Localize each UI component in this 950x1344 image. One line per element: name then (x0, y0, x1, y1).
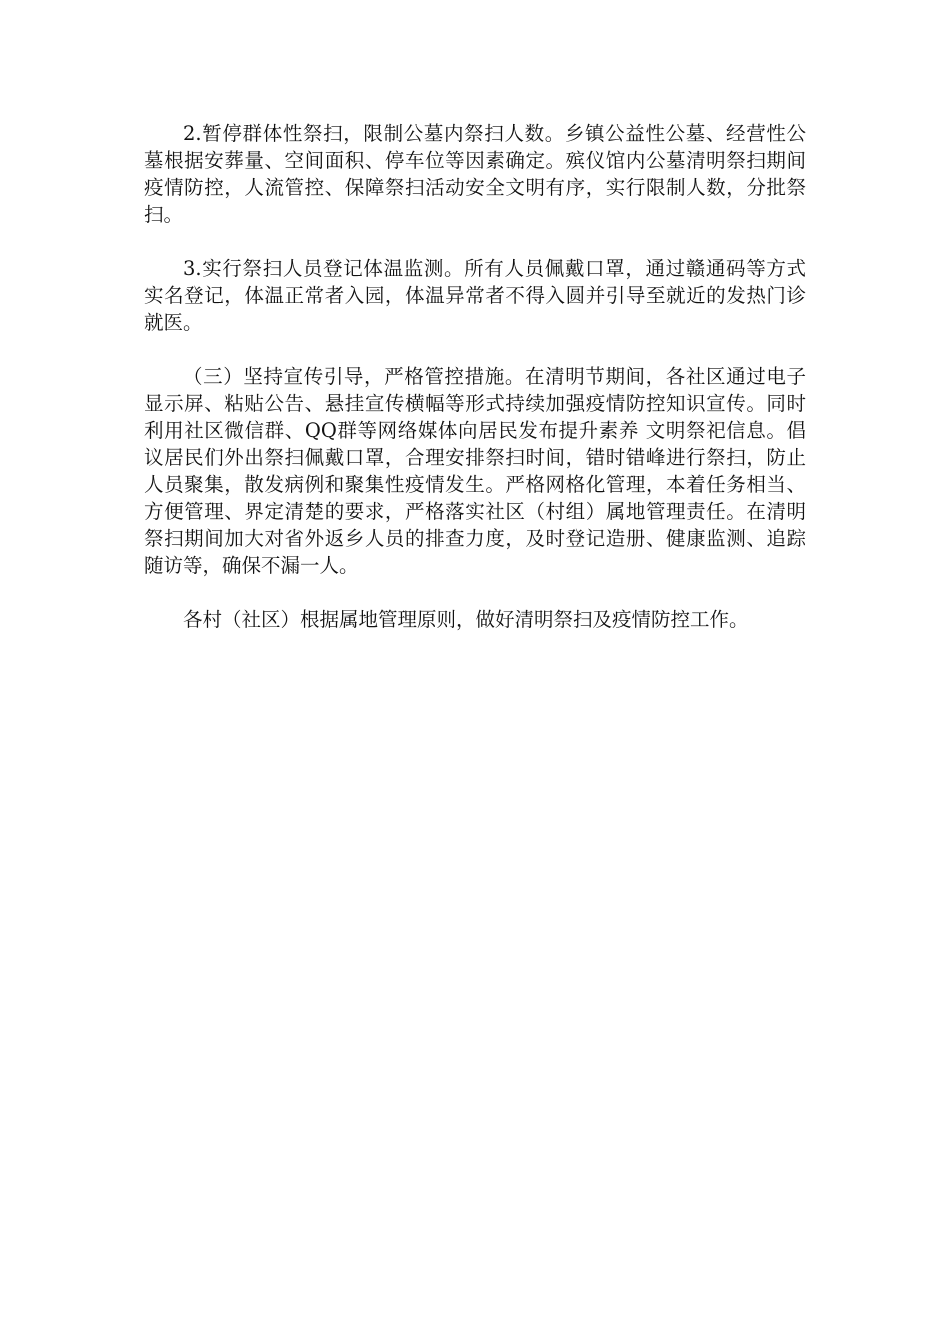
paragraph-section-3: （三）坚持宣传引导，严格管控措施。在清明节期间，各社区通过电子显示屏、粘贴公告、悬挂宣传横幅等形式持续加强疫情防控知识宣传。同时利用社区微信群、QQ群等网络媒体向居民发布提升素养 文明祭祀信息。倡议居民们外出祭扫佩戴口罩，合理安排祭扫时间，错时错峰进行祭扫，防止人员聚集，散发病例和聚集性疫情发生。严格网格化管理，本着任务相当、方便管理、界定清楚的要求，严格落实社区（村组）属地管理责任。在清明祭扫期间加大对省外返乡人员的排查力度，及时登记造册、健康监测、追踪随访等，确保不漏一人。 (144, 365, 806, 577)
paragraph-item-3: 3.实行祭扫人员登记体温监测。所有人员佩戴口罩，通过赣通码等方式实名登记，体温正常者入园，体温异常者不得入圆并引导至就近的发热门诊就医。 (144, 257, 806, 334)
document-body (144, 120, 806, 660)
paragraph-closing: 各村（社区）根据属地管理原则，做好清明祭扫及疫情防控工作。 (183, 608, 749, 631)
paragraph-item-2: 2.暂停群体性祭扫，限制公墓内祭扫人数。乡镇公益性公墓、经营性公墓根据安葬量、空间面积、停车位等因素确定。殡仪馆内公墓清明祭扫期间疫情防控，人流管控、保障祭扫活动安全文明有序，实行限制人数，分批祭扫。 (144, 122, 806, 226)
